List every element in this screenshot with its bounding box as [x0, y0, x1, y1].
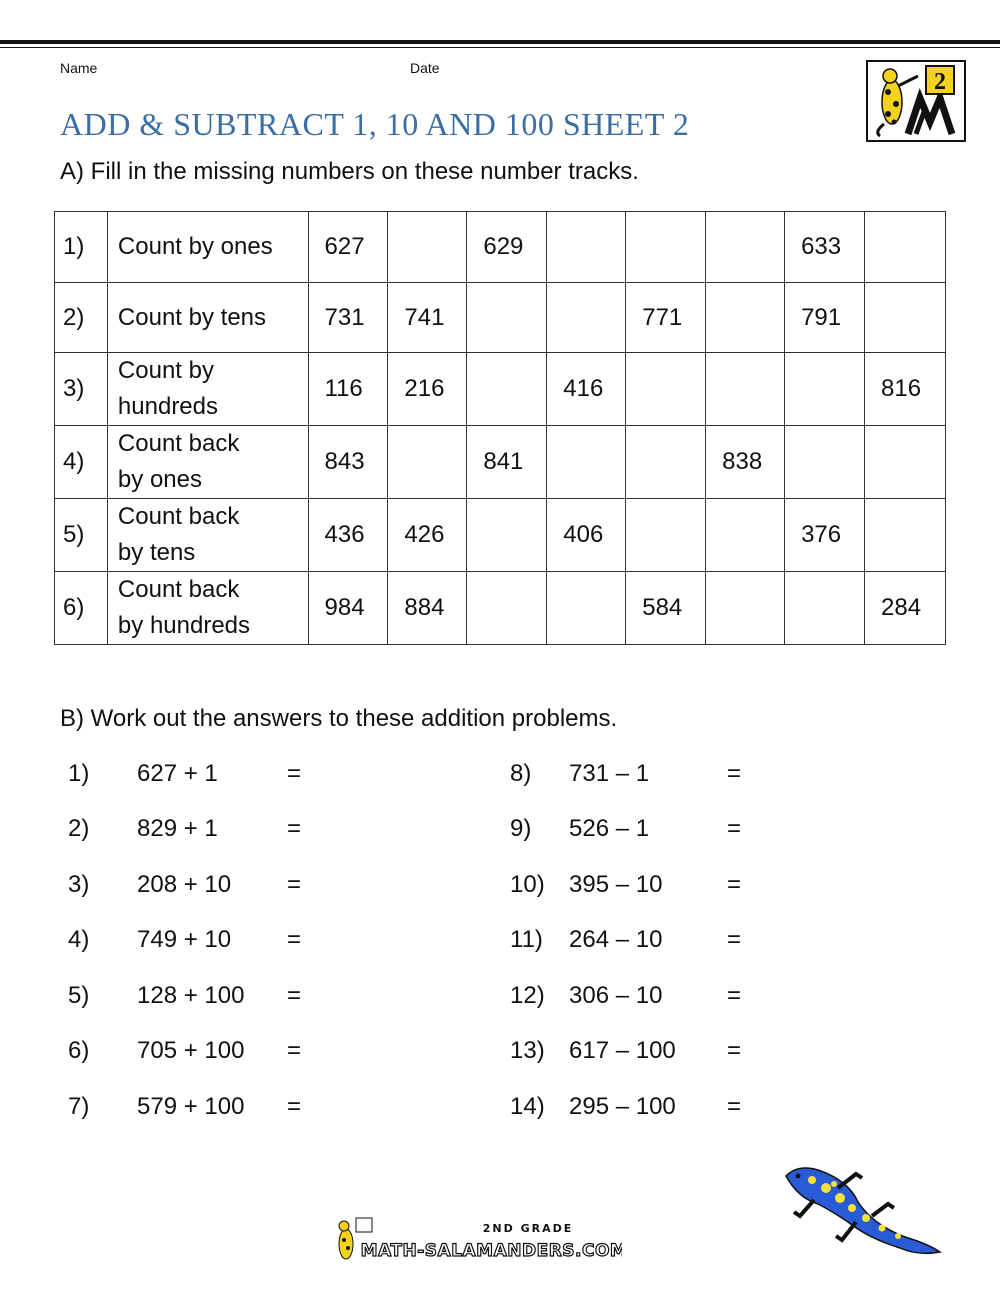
track-number-cell: 816: [865, 353, 946, 426]
track-number-cell: 984: [308, 572, 388, 645]
track-row-number: 4): [55, 426, 108, 499]
equals-sign: =: [727, 926, 742, 953]
track-number-cell: 884: [388, 572, 467, 645]
track-row-number: 5): [55, 499, 108, 572]
problem-expression: 526 – 1: [569, 815, 650, 842]
equals-sign: =: [727, 1037, 742, 1064]
problem-expression: 264 – 10: [569, 926, 663, 953]
blank-answer-cell[interactable]: [626, 353, 706, 426]
track-number-cell: 841: [467, 426, 547, 499]
track-number-cell: 627: [308, 212, 388, 283]
track-number-cell: 584: [626, 572, 706, 645]
problem-number: 5): [68, 982, 90, 1009]
answer-blank[interactable]: [757, 982, 877, 1010]
name-label: Name: [60, 60, 98, 76]
problem-number: 14): [510, 1093, 545, 1120]
track-row-label: [107, 572, 308, 645]
answer-blank[interactable]: [317, 1037, 437, 1065]
track-number-cell: 406: [547, 499, 626, 572]
track-row-number: 6): [55, 572, 108, 645]
answer-blank[interactable]: [757, 760, 877, 788]
blank-answer-cell[interactable]: [467, 572, 547, 645]
problem-number: 3): [68, 871, 90, 898]
equals-sign: =: [727, 1093, 742, 1120]
track-row-number: 3): [55, 353, 108, 426]
blank-answer-cell[interactable]: [388, 426, 467, 499]
track-number-cell: 216: [388, 353, 467, 426]
equals-sign: =: [287, 1037, 302, 1064]
track-row: [55, 212, 946, 283]
blank-answer-cell[interactable]: [785, 572, 865, 645]
track-row: [55, 499, 946, 572]
problem-number: 1): [68, 760, 90, 787]
problem-number: 12): [510, 982, 545, 1009]
problem-expression: 395 – 10: [569, 871, 663, 898]
answer-blank[interactable]: [757, 1037, 877, 1065]
equals-sign: =: [287, 926, 302, 953]
track-number-cell: 843: [308, 426, 388, 499]
salamander-illustration-icon: [778, 1160, 944, 1260]
answer-blank[interactable]: [317, 760, 437, 788]
blank-answer-cell[interactable]: [706, 353, 785, 426]
track-number-cell: 426: [388, 499, 467, 572]
blank-answer-cell[interactable]: [467, 353, 547, 426]
track-row-number: 2): [55, 283, 108, 353]
blank-answer-cell[interactable]: [467, 283, 547, 353]
track-number-cell: 791: [785, 283, 865, 353]
track-label-line: Count back: [117, 430, 240, 457]
salamander-logo-icon: [868, 62, 964, 140]
equals-sign: =: [727, 871, 742, 898]
blank-answer-cell[interactable]: [626, 426, 706, 499]
equals-sign: =: [287, 871, 302, 898]
blank-answer-cell[interactable]: [785, 353, 865, 426]
problem-expression: 749 + 10: [137, 926, 232, 953]
track-label-line: Count by: [117, 357, 214, 384]
problem-expression: 627 + 1: [137, 760, 218, 787]
equals-sign: =: [727, 760, 742, 787]
problem-expression: 829 + 1: [137, 815, 218, 842]
problem-expression: 705 + 100: [137, 1037, 245, 1064]
track-number-cell: 629: [467, 212, 547, 283]
track-number-cell: 731: [308, 283, 388, 353]
problem-number: 13): [510, 1037, 545, 1064]
track-number-cell: 741: [388, 283, 467, 353]
section-b-heading: B) Work out the answers to these addition problems.: [60, 705, 618, 732]
track-row-label: [107, 426, 308, 499]
problem-expression: 295 – 100: [569, 1093, 676, 1120]
blank-answer-cell[interactable]: [865, 283, 946, 353]
track-number-cell: 838: [706, 426, 785, 499]
blank-answer-cell[interactable]: [785, 426, 865, 499]
track-number-cell: 416: [547, 353, 626, 426]
track-row-label: [107, 283, 308, 353]
blank-answer-cell[interactable]: [547, 212, 626, 283]
track-row: [55, 283, 946, 353]
track-label-line: Count by tens: [117, 303, 267, 331]
track-label-line: Count back: [117, 503, 240, 530]
problem-expression: 731 – 1: [569, 760, 650, 787]
problem-number: 9): [510, 815, 532, 842]
problem-expression: 579 + 100: [137, 1093, 245, 1120]
blank-answer-cell[interactable]: [865, 426, 946, 499]
blank-answer-cell[interactable]: [547, 426, 626, 499]
equals-sign: =: [727, 815, 742, 842]
track-label-line: by hundreds: [117, 612, 251, 639]
blank-answer-cell[interactable]: [547, 283, 626, 353]
answer-blank[interactable]: [757, 871, 877, 899]
blank-answer-cell[interactable]: [706, 499, 785, 572]
answer-blank[interactable]: [757, 815, 877, 843]
problem-number: 8): [510, 760, 532, 787]
track-row-label: [107, 353, 308, 426]
track-row-label: [107, 499, 308, 572]
track-number-cell: 376: [785, 499, 865, 572]
track-number-cell: 771: [626, 283, 706, 353]
logo-badge-number: 2: [934, 69, 946, 95]
answer-blank[interactable]: [317, 871, 437, 899]
track-number-cell: 633: [785, 212, 865, 283]
problem-number: 10): [510, 871, 545, 898]
blank-answer-cell[interactable]: [626, 212, 706, 283]
number-track-table: [54, 211, 946, 645]
equals-sign: =: [287, 760, 302, 787]
equals-sign: =: [287, 815, 302, 842]
problem-number: 4): [68, 926, 90, 953]
top-rule-thin: [0, 47, 1000, 48]
answer-blank[interactable]: [757, 926, 877, 954]
footer-logo: [330, 1216, 622, 1262]
footer-grade-text: 2ND GRADE: [482, 1222, 574, 1235]
equals-sign: =: [727, 982, 742, 1009]
blank-answer-cell[interactable]: [626, 499, 706, 572]
track-row: [55, 426, 946, 499]
track-number-cell: 116: [308, 353, 388, 426]
track-row-label: [107, 212, 308, 283]
page-title: ADD & SUBTRACT 1, 10 AND 100 SHEET 2: [60, 106, 690, 142]
answer-blank[interactable]: [317, 1093, 437, 1121]
footer-site-text: MATH-SALAMANDERS.COM: [360, 1241, 622, 1261]
blank-answer-cell[interactable]: [706, 212, 785, 283]
track-label-line: Count back: [117, 576, 240, 603]
blank-answer-cell[interactable]: [706, 572, 785, 645]
track-number-cell: 284: [865, 572, 946, 645]
grade-logo: [866, 60, 966, 142]
track-label-line: by ones: [117, 466, 202, 493]
blank-answer-cell[interactable]: [865, 212, 946, 283]
date-label: Date: [410, 60, 440, 76]
blank-answer-cell[interactable]: [547, 572, 626, 645]
track-row: [55, 572, 946, 645]
footer-salamander-icon: [330, 1216, 622, 1262]
equals-sign: =: [287, 1093, 302, 1120]
problem-expression: 128 + 100: [137, 982, 245, 1009]
problem-number: 11): [510, 926, 543, 953]
problem-number: 2): [68, 815, 90, 842]
top-rule: [0, 40, 1000, 44]
answer-blank[interactable]: [317, 815, 437, 843]
answer-blank[interactable]: [757, 1093, 877, 1121]
problem-expression: 208 + 10: [137, 871, 232, 898]
blank-answer-cell[interactable]: [388, 212, 467, 283]
problem-expression: 617 – 100: [569, 1037, 676, 1064]
section-a-heading: A) Fill in the missing numbers on these number tracks.: [60, 158, 639, 185]
track-label-line: by tens: [117, 539, 196, 566]
answer-blank[interactable]: [317, 926, 437, 954]
track-row-number: 1): [55, 212, 108, 283]
blank-answer-cell[interactable]: [706, 283, 785, 353]
blank-answer-cell[interactable]: [865, 499, 946, 572]
equals-sign: =: [287, 982, 302, 1009]
track-row: [55, 353, 946, 426]
track-label-line: Count by ones: [117, 233, 273, 260]
track-number-cell: 436: [308, 499, 388, 572]
problem-number: 7): [68, 1093, 90, 1120]
answer-blank[interactable]: [317, 982, 437, 1010]
problem-expression: 306 – 10: [569, 982, 663, 1009]
track-label-line: hundreds: [117, 393, 218, 420]
blank-answer-cell[interactable]: [467, 499, 547, 572]
problem-number: 6): [68, 1037, 90, 1064]
